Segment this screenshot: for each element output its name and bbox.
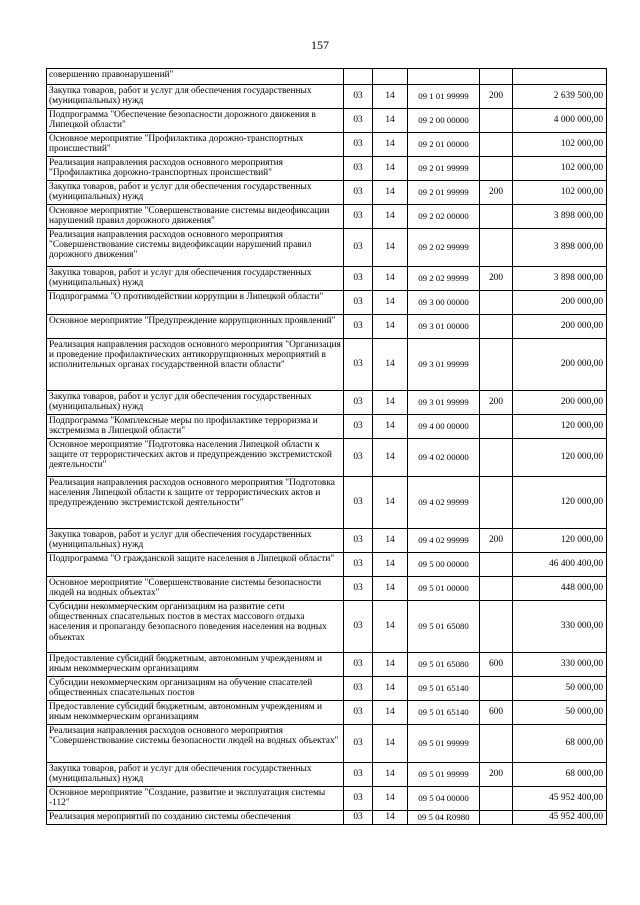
section-code: 03 <box>344 133 373 157</box>
section-code: 03 <box>344 315 373 339</box>
expense-type-code <box>480 339 513 391</box>
target-article-code: 09 5 04 00000 <box>408 787 480 811</box>
amount-value: 50 000,00 <box>513 677 607 701</box>
subsection-code: 14 <box>373 181 408 205</box>
target-article-code: 09 5 01 99999 <box>408 763 480 787</box>
subsection-code: 14 <box>373 577 408 601</box>
table-row <box>47 725 607 763</box>
subsection-code: 14 <box>373 267 408 291</box>
subsection-code: 14 <box>373 439 408 477</box>
table-row <box>47 205 607 229</box>
amount-value: 120 000,00 <box>513 439 607 477</box>
subsection-code: 14 <box>373 157 408 181</box>
section-code: 03 <box>344 553 373 577</box>
section-code: 03 <box>344 601 373 653</box>
amount-value: 200 000,00 <box>513 315 607 339</box>
section-code: 03 <box>344 701 373 725</box>
expense-type-code: 600 <box>480 653 513 677</box>
amount-value: 120 000,00 <box>513 415 607 439</box>
target-article-code: 09 4 02 00000 <box>408 439 480 477</box>
section-code: 03 <box>344 229 373 267</box>
expense-type-code <box>480 315 513 339</box>
row-description: Закупка товаров, работ и услуг для обеспечения государственных (муниципальных) нужд <box>47 529 344 553</box>
row-description: Основное мероприятие "Создание, развитие и эксплуатация системы -112" <box>47 787 344 811</box>
table-row <box>47 291 607 315</box>
section-code: 03 <box>344 477 373 529</box>
table-row <box>47 85 607 109</box>
subsection-code: 14 <box>373 229 408 267</box>
row-description: Подпрограмма "Обеспечение безопасности дорожного движения в Липецкой области" <box>47 109 344 133</box>
subsection-code: 14 <box>373 529 408 553</box>
subsection-code: 14 <box>373 205 408 229</box>
table-row <box>47 439 607 477</box>
target-article-code: 09 2 02 99999 <box>408 229 480 267</box>
table-row <box>47 267 607 291</box>
expense-type-code: 200 <box>480 529 513 553</box>
target-article-code: 09 3 01 00000 <box>408 315 480 339</box>
expense-type-code <box>480 601 513 653</box>
expense-type-code <box>480 205 513 229</box>
expense-type-code <box>480 787 513 811</box>
expense-type-code <box>480 133 513 157</box>
table-row <box>47 229 607 267</box>
expense-type-code <box>480 291 513 315</box>
expense-type-code: 200 <box>480 391 513 415</box>
subsection-code: 14 <box>373 315 408 339</box>
section-code: 03 <box>344 811 373 825</box>
amount-value: 68 000,00 <box>513 763 607 787</box>
section-code: 03 <box>344 109 373 133</box>
table-row <box>47 601 607 653</box>
target-article-code <box>408 69 480 85</box>
expense-type-code <box>480 553 513 577</box>
target-article-code: 09 2 01 99999 <box>408 181 480 205</box>
target-article-code: 09 5 01 65140 <box>408 677 480 701</box>
table-row <box>47 763 607 787</box>
subsection-code: 14 <box>373 85 408 109</box>
table-row <box>47 315 607 339</box>
amount-value: 45 952 400,00 <box>513 811 607 825</box>
table-row <box>47 701 607 725</box>
row-description: Реализация направления расходов основного мероприятия "Совершенствование системы видеофиксации нарушений правил дорожного движения" <box>47 229 344 267</box>
amount-value: 330 000,00 <box>513 653 607 677</box>
subsection-code: 14 <box>373 787 408 811</box>
section-code: 03 <box>344 267 373 291</box>
amount-value: 102 000,00 <box>513 133 607 157</box>
row-description: Реализация направления расходов основного мероприятия "Подготовка населения Липецкой области к защите от террористических актов и предупреждению экстремистской деятельности" <box>47 477 344 529</box>
table-row <box>47 109 607 133</box>
amount-value: 50 000,00 <box>513 701 607 725</box>
subsection-code: 14 <box>373 601 408 653</box>
amount-value: 45 952 400,00 <box>513 787 607 811</box>
subsection-code: 14 <box>373 811 408 825</box>
target-article-code: 09 5 01 65080 <box>408 601 480 653</box>
amount-value: 46 400 400,00 <box>513 553 607 577</box>
amount-value: 3 898 000,00 <box>513 229 607 267</box>
row-description: Предоставление субсидий бюджетным, автономным учреждениям и иным некоммерческим организациям <box>47 653 344 677</box>
target-article-code: 09 2 01 00000 <box>408 133 480 157</box>
target-article-code: 09 3 01 99999 <box>408 339 480 391</box>
subsection-code: 14 <box>373 477 408 529</box>
expense-type-code <box>480 477 513 529</box>
row-description: Закупка товаров, работ и услуг для обеспечения государственных (муниципальных) нужд <box>47 763 344 787</box>
section-code: 03 <box>344 577 373 601</box>
target-article-code: 09 2 02 00000 <box>408 205 480 229</box>
amount-value: 102 000,00 <box>513 181 607 205</box>
row-description: Основное мероприятие "Предупреждение коррупционных проявлений" <box>47 315 344 339</box>
section-code: 03 <box>344 653 373 677</box>
target-article-code: 09 5 00 00000 <box>408 553 480 577</box>
section-code: 03 <box>344 787 373 811</box>
row-description: Предоставление субсидий бюджетным, автономным учреждениям и иным некоммерческим организациям <box>47 701 344 725</box>
row-description: Реализация мероприятий по созданию системы обеспечения <box>47 811 344 825</box>
target-article-code: 09 5 01 65080 <box>408 653 480 677</box>
section-code: 03 <box>344 291 373 315</box>
row-description: Основное мероприятие "Подготовка населения Липецкой области к защите от террористических актов и предупреждению экстремистской деятельности" <box>47 439 344 477</box>
expense-type-code <box>480 577 513 601</box>
table-row <box>47 391 607 415</box>
table-row <box>47 69 607 85</box>
target-article-code: 09 4 00 00000 <box>408 415 480 439</box>
target-article-code: 09 1 01 99999 <box>408 85 480 109</box>
expense-type-code <box>480 109 513 133</box>
amount-value: 120 000,00 <box>513 529 607 553</box>
amount-value: 4 000 000,00 <box>513 109 607 133</box>
section-code: 03 <box>344 339 373 391</box>
row-description: Субсидии некоммерческим организациям на обучение спасателей общественных спасательных постов <box>47 677 344 701</box>
section-code: 03 <box>344 529 373 553</box>
table-row <box>47 787 607 811</box>
subsection-code: 14 <box>373 725 408 763</box>
row-description: совершению правонарушений" <box>47 69 344 85</box>
section-code: 03 <box>344 157 373 181</box>
row-description: Подпрограмма "Комплексные меры по профилактике терроризма и экстремизма в Липецкой области" <box>47 415 344 439</box>
expense-type-code <box>480 725 513 763</box>
row-description: Основное мероприятие "Совершенствование системы видеофиксации нарушений правил дорожного движения" <box>47 205 344 229</box>
row-description: Подпрограмма "О гражданской защите населения в Липецкой области" <box>47 553 344 577</box>
subsection-code: 14 <box>373 339 408 391</box>
subsection-code: 14 <box>373 415 408 439</box>
section-code: 03 <box>344 85 373 109</box>
amount-value: 3 898 000,00 <box>513 205 607 229</box>
table-row <box>47 415 607 439</box>
row-description: Реализация направления расходов основного мероприятия "Организация и проведение профилактических антикоррупционных мероприятий в исполнительных органах государственной власти области" <box>47 339 344 391</box>
target-article-code: 09 5 01 65140 <box>408 701 480 725</box>
budget-table <box>46 68 607 825</box>
row-description: Основное мероприятие "Совершенствование системы безопасности людей на водных объектах" <box>47 577 344 601</box>
row-description: Закупка товаров, работ и услуг для обеспечения государственных (муниципальных) нужд <box>47 267 344 291</box>
subsection-code: 14 <box>373 701 408 725</box>
subsection-code: 14 <box>373 653 408 677</box>
expense-type-code: 200 <box>480 181 513 205</box>
table-row <box>47 653 607 677</box>
target-article-code: 09 3 01 99999 <box>408 391 480 415</box>
section-code: 03 <box>344 205 373 229</box>
row-description: Субсидии некоммерческим организациям на развитие сети общественных спасательных постов в местах массового отдыха населения и пропаганду безопасного поведения населения на водных объектах <box>47 601 344 653</box>
subsection-code: 14 <box>373 763 408 787</box>
target-article-code: 09 2 00 00000 <box>408 109 480 133</box>
target-article-code: 09 4 02 99999 <box>408 529 480 553</box>
page-number: 157 <box>311 38 329 52</box>
section-code: 03 <box>344 415 373 439</box>
subsection-code: 14 <box>373 553 408 577</box>
row-description: Основное мероприятие "Профилактика дорожно-транспортных происшествий" <box>47 133 344 157</box>
table-row <box>47 477 607 529</box>
row-description: Реализация направления расходов основного мероприятия "Профилактика дорожно-транспортных происшествий" <box>47 157 344 181</box>
table-row <box>47 529 607 553</box>
target-article-code: 09 3 00 00000 <box>408 291 480 315</box>
expense-type-code: 600 <box>480 701 513 725</box>
section-code: 03 <box>344 763 373 787</box>
table-row <box>47 157 607 181</box>
row-description: Закупка товаров, работ и услуг для обеспечения государственных (муниципальных) нужд <box>47 85 344 109</box>
row-description: Закупка товаров, работ и услуг для обеспечения государственных (муниципальных) нужд <box>47 391 344 415</box>
expense-type-code <box>480 439 513 477</box>
subsection-code: 14 <box>373 291 408 315</box>
table-row <box>47 553 607 577</box>
target-article-code: 09 5 04 R0980 <box>408 811 480 825</box>
amount-value: 200 000,00 <box>513 291 607 315</box>
expense-type-code: 200 <box>480 267 513 291</box>
table-row <box>47 339 607 391</box>
section-code: 03 <box>344 439 373 477</box>
expense-type-code <box>480 157 513 181</box>
subsection-code: 14 <box>373 109 408 133</box>
section-code: 03 <box>344 391 373 415</box>
expense-type-code: 200 <box>480 85 513 109</box>
target-article-code: 09 2 02 99999 <box>408 267 480 291</box>
row-description: Реализация направления расходов основного мероприятия "Совершенствование системы безопасности людей на водных объектах" <box>47 725 344 763</box>
subsection-code: 14 <box>373 391 408 415</box>
amount-value: 200 000,00 <box>513 339 607 391</box>
expense-type-code: 200 <box>480 763 513 787</box>
expense-type-code <box>480 229 513 267</box>
amount-value <box>513 69 607 85</box>
amount-value: 2 639 500,00 <box>513 85 607 109</box>
table-row <box>47 811 607 825</box>
target-article-code: 09 5 01 99999 <box>408 725 480 763</box>
target-article-code: 09 5 01 00000 <box>408 577 480 601</box>
section-code: 03 <box>344 677 373 701</box>
amount-value: 68 000,00 <box>513 725 607 763</box>
subsection-code: 14 <box>373 677 408 701</box>
row-description: Закупка товаров, работ и услуг для обеспечения государственных (муниципальных) нужд <box>47 181 344 205</box>
section-code: 03 <box>344 181 373 205</box>
amount-value: 3 898 000,00 <box>513 267 607 291</box>
amount-value: 200 000,00 <box>513 391 607 415</box>
section-code: 03 <box>344 725 373 763</box>
amount-value: 102 000,00 <box>513 157 607 181</box>
subsection-code <box>373 69 408 85</box>
expense-type-code <box>480 811 513 825</box>
amount-value: 330 000,00 <box>513 601 607 653</box>
target-article-code: 09 4 02 99999 <box>408 477 480 529</box>
target-article-code: 09 2 01 99999 <box>408 157 480 181</box>
amount-value: 448 000,00 <box>513 577 607 601</box>
expense-type-code <box>480 69 513 85</box>
expense-type-code <box>480 415 513 439</box>
expense-type-code <box>480 677 513 701</box>
section-code <box>344 69 373 85</box>
table-row <box>47 677 607 701</box>
amount-value: 120 000,00 <box>513 477 607 529</box>
table-row <box>47 181 607 205</box>
table-row <box>47 133 607 157</box>
table-row <box>47 577 607 601</box>
subsection-code: 14 <box>373 133 408 157</box>
row-description: Подпрограмма "О противодействии коррупции в Липецкой области" <box>47 291 344 315</box>
